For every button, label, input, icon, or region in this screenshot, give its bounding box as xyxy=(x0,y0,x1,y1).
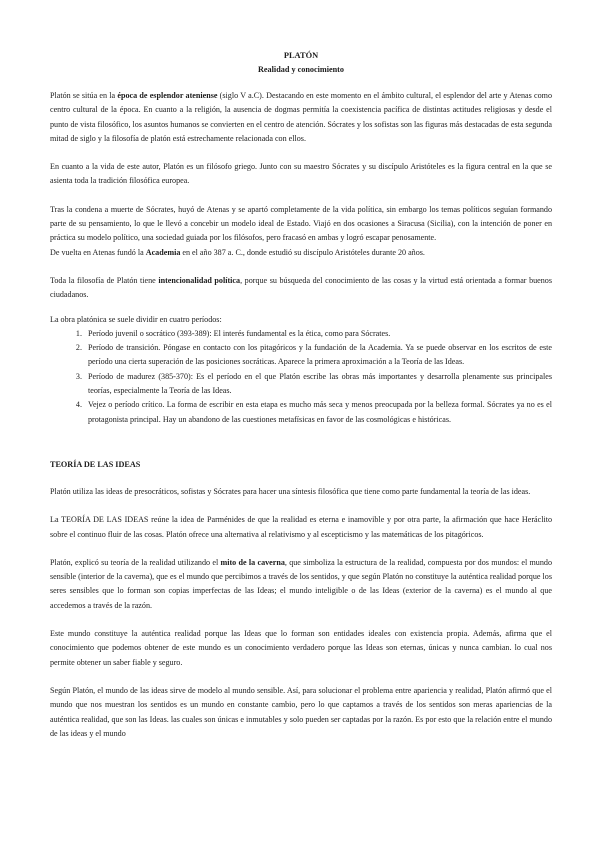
list-item: 2. Período de transición. Póngase en contacto con los pitagóricos y la fundación de la Academia. Ya se puede observar en los escritos de este período una cierta superación de las posiciones socráticas. Aparece la primera aproximación a la Teoría de las Ideas. xyxy=(84,341,552,370)
ideas-paragraph-2: La TEORÍA DE LAS IDEAS reúne la idea de Parménides de que la realidad es eterna e inamovible y por otra parte, la afirmación que hace Heráclito sobre el continuo fluir de las cosas. Platón ofrece una alternativa al relativismo y al escepticismo y las matemáticas de los pitagóricos. xyxy=(50,515,552,539)
bold-term: intencionalidad política xyxy=(158,275,241,285)
ideas-paragraph-5: Según Platón, el mundo de las ideas sirve de modelo al mundo sensible. Así, para solucionar el problema entre apariencia y realidad, Platón afirmó que el mundo que nos muestran los sentidos es un mundo en constante cambio, pero lo que captamos a través de los sentidos son meras apariencias de la auténtica realidad, que son las Ideas. las cuales son únicas e inmutables y solo pueden ser captadas por la razón. Es por esto que la relación entre el mundo de las ideas y el mundo xyxy=(50,685,552,738)
bold-term: época de esplendor ateniense xyxy=(117,91,218,100)
bold-term: Academia xyxy=(145,247,181,257)
intro-paragraph-2: En cuanto a la vida de este autor, Platón es un filósofo griego. Junto con su maestro Sócrates y su discípulo Aristóteles es la figura central en la que se asienta toda la tradición filosófica europea. xyxy=(50,162,552,186)
text-run: , que simboliza la estructura de la realidad, compuesta por dos mundos: el mundo sensible (interior de la caverna), que es el mundo que percibimos a través de los sentidos, y que según Platón no constituye la auténtica realidad porque los seres sensibles que lo forman son copias imperfectas de las Ideas; el mundo inteligible o de las Ideas (exterior de la caverna) es el mundo al que accedemos a través de la razón. xyxy=(50,557,552,610)
ideas-paragraph-1: Platón utiliza las ideas de presocráticos, sofistas y Sócrates para hacer una síntesis filosófica que tiene como parte fundamental la teoría de las ideas. xyxy=(50,486,531,496)
text-run: Platón, explicó su teoría de la realidad utilizando el xyxy=(50,557,221,567)
text-run: (siglo V a.C). Destacando en este momento en el ámbito cultural, el esplendor del arte y Atenas como centro cultural de la época. En cuanto a la religión, la ausencia de dogmas permitía la coexistencia pacífica de distintas actitudes religiosas y desde el punto de vista filosófico, los asuntos humanos se convierten en el centro de atención. Sócrates y los sofistas son las figuras más destacadas de esta segunda mitad de siglo y la filosofía de platón está estrechamente relacionada con ellos. xyxy=(50,91,553,143)
intro-paragraph-5 xyxy=(50,274,552,303)
section-heading-ideas: TEORÍA DE LAS IDEAS xyxy=(50,459,141,469)
text-run: Platón se sitúa en la xyxy=(50,91,118,100)
text-run: , porque su búsqueda del conocimiento de las cosas y la virtud está orientada a formar buenos ciudadanos. xyxy=(50,275,552,300)
ideas-paragraph-4: Este mundo constituye la auténtica realidad porque las Ideas que lo forman son entidades ideales con existencia propia. Además, afirma que el conocimiento que podemos obtener de este mundo es un conocimiento verdadero porque las Ideas son eternas, únicas y nunca cambian. lo cual nos permite obtener un saber fiable y seguro. xyxy=(50,629,552,667)
text-run: Toda la filosofía de Platón tiene xyxy=(50,275,159,285)
bold-term: mito de la caverna xyxy=(220,557,285,567)
page-subtitle: Realidad y conocimiento xyxy=(258,65,344,74)
intro-paragraph-3: Tras la condena a muerte de Sócrates, huyó de Atenas y se apartó completamente de la vida política, sin embargo los temas políticos seguían formando parte de su pensamiento, lo que le llevó a concebir un modelo ideal de Estado. Viajó en dos ocasiones a Siracusa (Sicilia), con la intención de poner en práctica su modelo político, una sociedad guiada por los filósofos, pero fracasó en ambas y logró escapar penosamente. xyxy=(50,204,552,243)
list-item: 4. Vejez o período crítico. La forma de escribir en esta etapa es mucho más seca y menos preocupada por la belleza formal. Sócrates ya no es el protagonista principal. Hay un abandono de las cuestiones metafísicas en favor de las cosmológicas e históricas. xyxy=(84,398,552,427)
periods-intro: La obra platónica se suele dividir en cuatro períodos: xyxy=(50,314,222,324)
intro-paragraph-4 xyxy=(50,246,552,260)
ideas-paragraph-3 xyxy=(50,556,552,613)
intro-paragraph-1 xyxy=(50,89,552,146)
periods-list xyxy=(50,327,552,427)
list-item: 3. Período de madurez (385-370): Es el período en el que Platón escribe las obras más importantes y desarrolla plenamente sus principales teorías, especialmente la Teoría de las Ideas. xyxy=(84,370,552,399)
list-item: 1. Período juvenil o socrático (393-389): El interés fundamental es la ética, como para Sócrates. xyxy=(84,327,552,341)
page-title: PLATÓN xyxy=(283,51,319,60)
text-run: De vuelta en Atenas fundó la xyxy=(50,247,146,257)
text-run: en el año 387 a. C., donde estudió su discípulo Aristóteles durante 20 años. xyxy=(180,247,425,257)
